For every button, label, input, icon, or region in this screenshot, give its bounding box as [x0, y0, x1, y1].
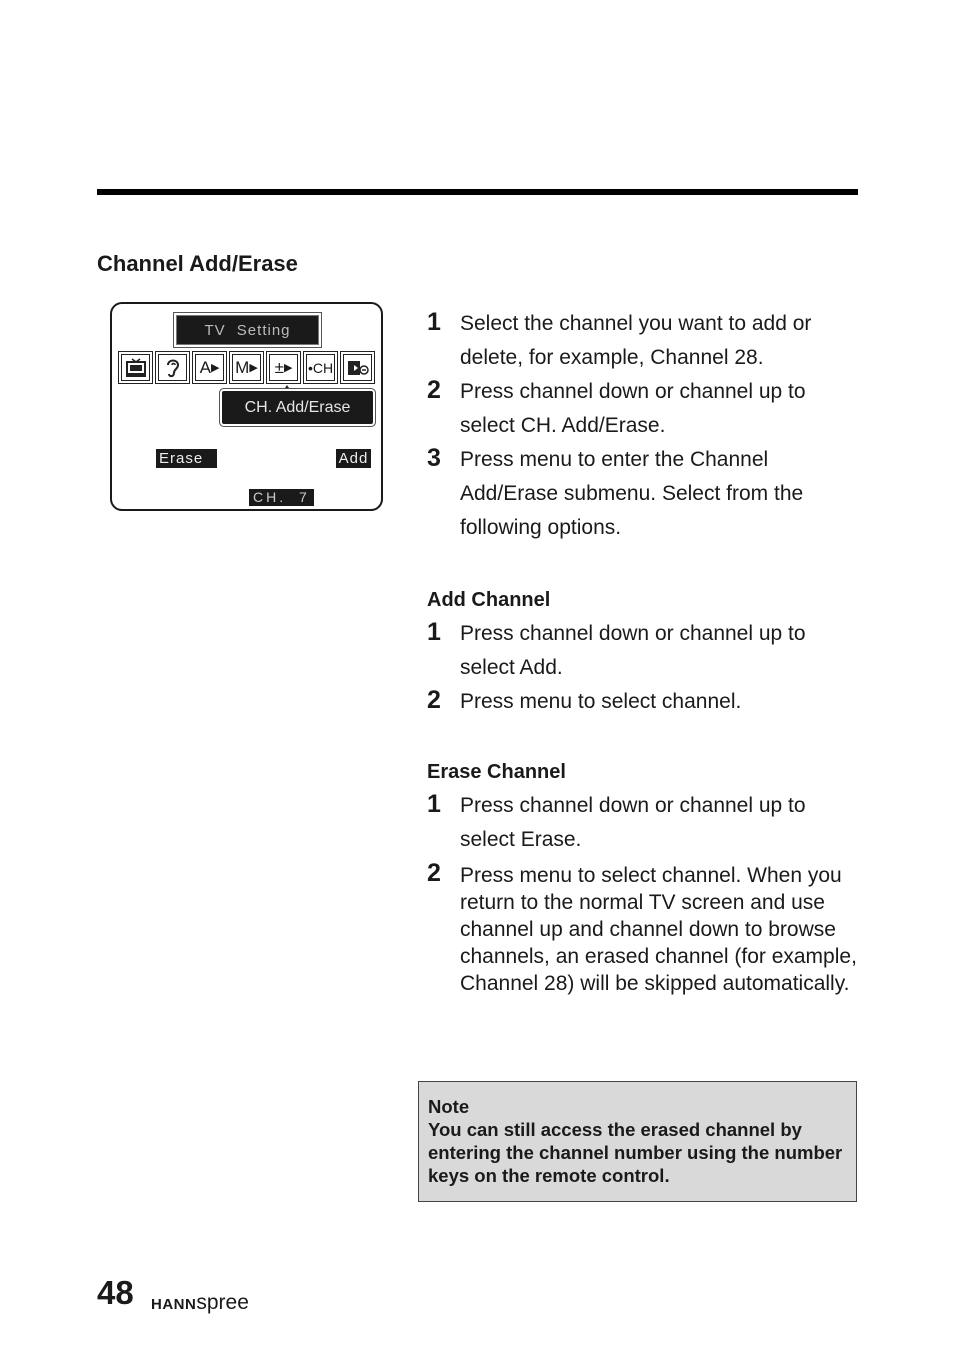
note-text: You can still access the erased channel by entering the channel number using the number keys on the remote control. [428, 1119, 843, 1186]
step-text: Press menu to select channel. [460, 690, 742, 713]
tv-icon [118, 351, 153, 384]
step-text: Select the channel you want to add or delete, for example, Channel 28. [460, 312, 812, 369]
ear-icon [155, 351, 190, 384]
step-item [427, 307, 857, 375]
note-title: Note [428, 1096, 470, 1117]
step-item [427, 685, 857, 719]
step-number: 2 [427, 686, 441, 714]
step-item [427, 789, 857, 857]
step-item [427, 859, 857, 997]
top-rule [97, 189, 858, 195]
step-number: 1 [427, 308, 441, 336]
osd-add-option: Add [336, 449, 371, 468]
osd-title: TV Setting [176, 315, 319, 345]
step-number: 3 [427, 444, 441, 472]
osd-channel-indicator: CH. 7 [249, 489, 314, 506]
main-steps [427, 307, 857, 545]
osd-erase-option: Erase [156, 449, 217, 468]
step-number: 1 [427, 618, 441, 646]
step-text: Press menu to enter the Channel Add/Erase submenu. Select from the following options. [460, 448, 804, 539]
brand-light: spree [196, 1291, 249, 1314]
osd-icon-row [118, 351, 375, 384]
step-item [427, 375, 857, 443]
fine-tune-icon: ± ▶ [266, 351, 301, 384]
step-text: Press menu to select channel. When you return to the normal TV screen and use channel up and channel down to browse channels, an erased channel (for example, Channel 28) will be skipped automatically. [460, 864, 857, 995]
manual-icon: M ▶ [229, 351, 264, 384]
step-number: 2 [427, 859, 441, 887]
erase-channel-section [427, 759, 857, 997]
step-text: Press channel down or channel up to select Add. [460, 622, 806, 679]
step-number: 1 [427, 790, 441, 818]
page-number: 48 [97, 1274, 134, 1311]
step-item [427, 443, 857, 545]
brand-bold: HANN [151, 1296, 197, 1313]
osd-screen-illustration [110, 302, 383, 511]
erase-channel-title: Erase Channel [427, 761, 566, 783]
skip-icon [340, 351, 375, 384]
brand-logo [151, 1291, 249, 1315]
add-channel-title: Add Channel [427, 589, 551, 611]
step-text: Press channel down or channel up to select CH. Add/Erase. [460, 380, 806, 437]
note-box [418, 1081, 857, 1202]
step-number: 2 [427, 376, 441, 404]
step-text: Press channel down or channel up to select Erase. [460, 794, 806, 851]
add-channel-section [427, 587, 857, 719]
step-item [427, 617, 857, 685]
auto-icon: A ▶ [192, 351, 227, 384]
channel-icon: •CH [303, 351, 338, 384]
section-title: Channel Add/Erase [97, 251, 298, 276]
osd-submenu-label: CH. Add/Erase [222, 391, 373, 424]
